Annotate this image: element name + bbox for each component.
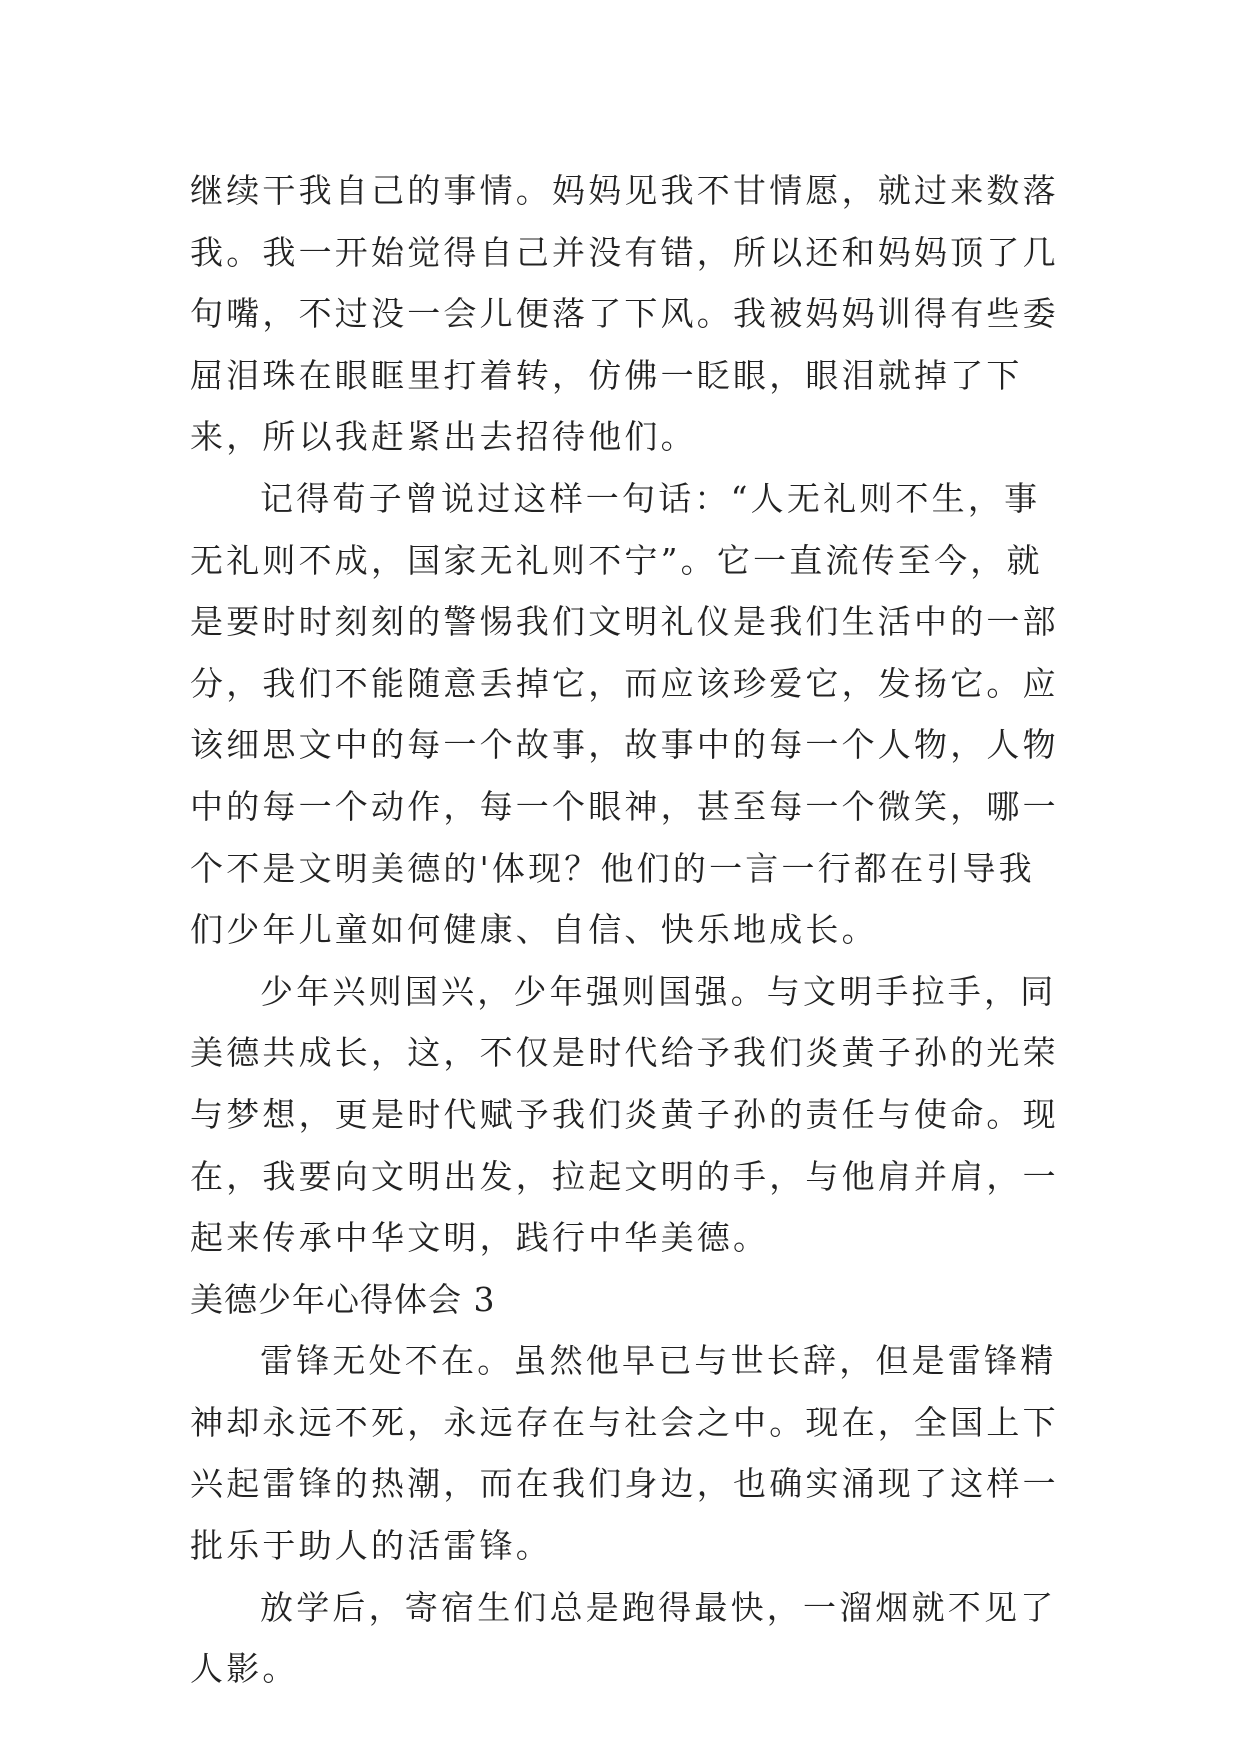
paragraph-continuation: 继续干我自己的事情。妈妈见我不甘情愿，就过来数落我。我一开始觉得自己并没有错，所以还和妈妈顶了几句嘴，不过没一会儿便落了下风。我被妈妈训得有些委屈泪珠在眼眶里打着转，仿佛一眨眼，眼泪就掉了下来，所以我赶紧出去招待他们。 [190,171,1059,457]
document-body [190,160,1070,1700]
paragraph-youth-strength: 少年兴则国兴，少年强则国强。与文明手拉手，同美德共成长，这，不仅是时代给予我们炎黄子孙的光荣与梦想，更是时代赋予我们炎黄子孙的责任与使命。现在，我要向文明出发，拉起文明的手，与他肩并肩，一起来传承中华文明，践行中华美德。 [190,971,1059,1258]
paragraph-after-school: 放学后，寄宿生们总是跑得最快，一溜烟就不见了人影。 [190,1587,1057,1689]
paragraph-xunzi-quote: 记得荀子曾说过这样一句话：“人无礼则不生，事无礼则不成，国家无礼则不宁”。它一直流传至今，就是要时时刻刻的警惕我们文明礼仪是我们生活中的一部分，我们不能随意丢掉它，而应该珍爱它，发扬它。应该细思文中的每一个故事，故事中的每一个人物，人物中的每一个动作，每一个眼神，甚至每一个微笑，哪一个不是文明美德的'体现？他们的一言一行都在引导我们少年儿童如何健康、自信、快乐地成长。 [190,478,1059,950]
paragraph-lei-feng: 雷锋无处不在。虽然他早已与世长辞，但是雷锋精神却永远不死，永远存在与社会之中。现在，全国上下兴起雷锋的热潮，而在我们身边，也确实涌现了这样一批乐于助人的活雷锋。 [190,1341,1059,1566]
section-heading: 美德少年心得体会 3 [190,1279,496,1319]
